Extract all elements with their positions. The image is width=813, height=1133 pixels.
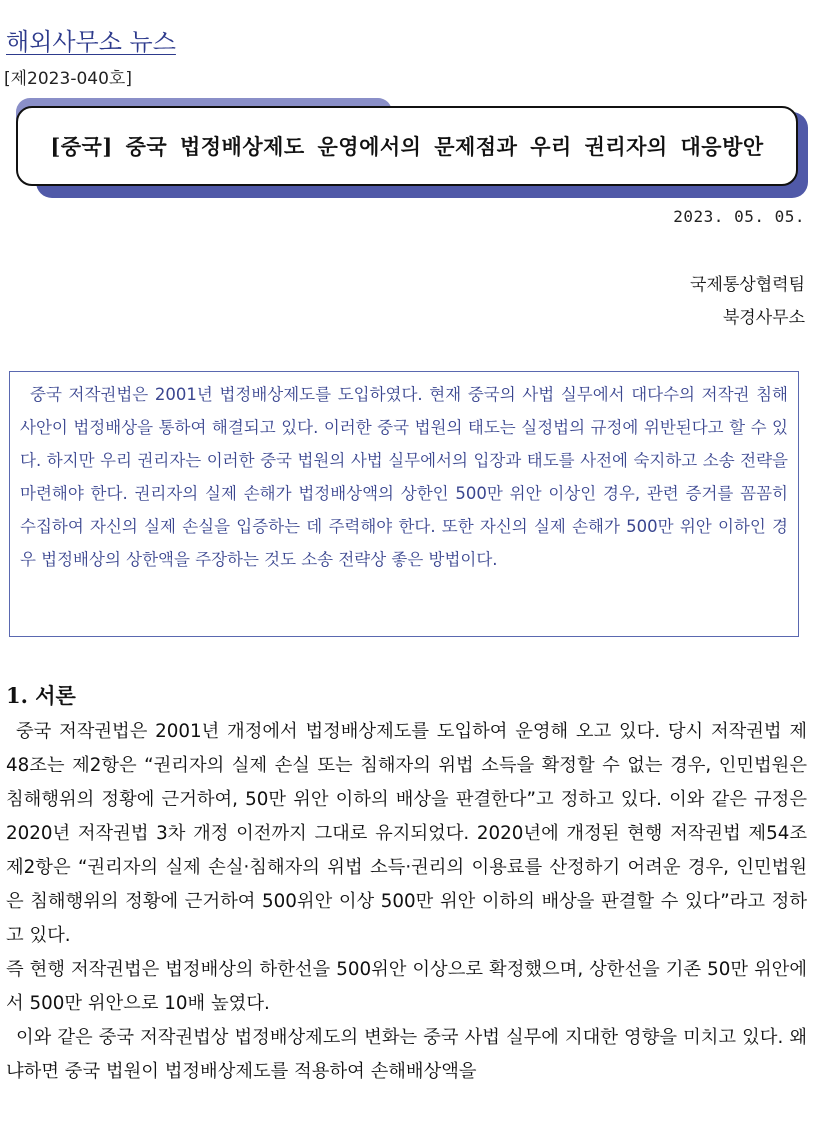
publication-date: 2023. 05. 05. [673, 207, 805, 226]
section-body [6, 715, 807, 1089]
body-paragraph: 즉 현행 저작권법은 법정배상의 하한선을 500위안 이상으로 확정했으며, 상한선을 기존 50만 위안에서 500만 위안으로 10배 높였다. [6, 959, 807, 1014]
title-banner [16, 98, 806, 198]
author-office: 북경사무소 [722, 308, 805, 328]
document-title: [중국] 중국 법정배상제도 운영에서의 문제점과 우리 권리자의 대응방안 [50, 134, 764, 159]
title-box [16, 106, 798, 186]
author-department: 국제통상협력팀 [690, 275, 805, 295]
issue-number: [제2023-040호] [4, 69, 132, 89]
masthead-title: 해외사무소 뉴스 [6, 28, 176, 56]
summary-text: 중국 저작권법은 2001년 법정배상제도를 도입하였다. 현재 중국의 사법 실무에서 대다수의 저작권 침해 사안이 법정배상을 통하여 해결되고 있다. 이러한 중국 법원의 태도는 실정법의 규정에 위반된다고 할 수 있다. 하지만 우리 권리자는 이러한 중국 법원의 사법 실무에서의 입장과 태도를 사전에 숙지하고 소송 전략을 마련해야 한다. 권리자의 실제 손해가 법정배상액의 상한인 500만 위안 이상인 경우, 관련 증거를 꼼꼼히 수집하여 자신의 실제 손실을 입증하는 데 주력해야 한다. 또한 자신의 실제 손해가 500만 위안 이하인 경우 법정배상의 상한액을 주장하는 것도 소송 전략상 좋은 방법이다. [20, 385, 788, 569]
body-paragraph: 이와 같은 중국 저작권법상 법정배상제도의 변화는 중국 사법 실무에 지대한 영향을 미치고 있다. 왜냐하면 중국 법원이 법정배상제도를 적용하여 손해배상액을 [6, 1027, 807, 1082]
body-paragraph: 중국 저작권법은 2001년 개정에서 법정배상제도를 도입하여 운영해 오고 있다. 당시 저작권법 제48조는 제2항은 “권리자의 실제 손실 또는 침해자의 위법 소득을 확정할 수 없는 경우, 인민법원은 침해행위의 정황에 근거하여, 50만 위안 이하의 배상을 판결한다”고 정하고 있다. 이와 같은 규정은 2020년 저작권법 3차 개정 이전까지 그대로 유지되었다. 2020년에 개정된 현행 저작권법 제54조 제2항은 “권리자의 실제 손실·침해자의 위법 소득·권리의 이용료를 산정하기 어려운 경우, 인민법원은 침해행위의 정황에 근거하여 500위안 이상 500만 위안 이하의 배상을 판결할 수 있다”라고 정하고 있다. [6, 721, 807, 946]
section-heading: 1. 서론 [6, 683, 76, 708]
summary-box [9, 371, 799, 637]
